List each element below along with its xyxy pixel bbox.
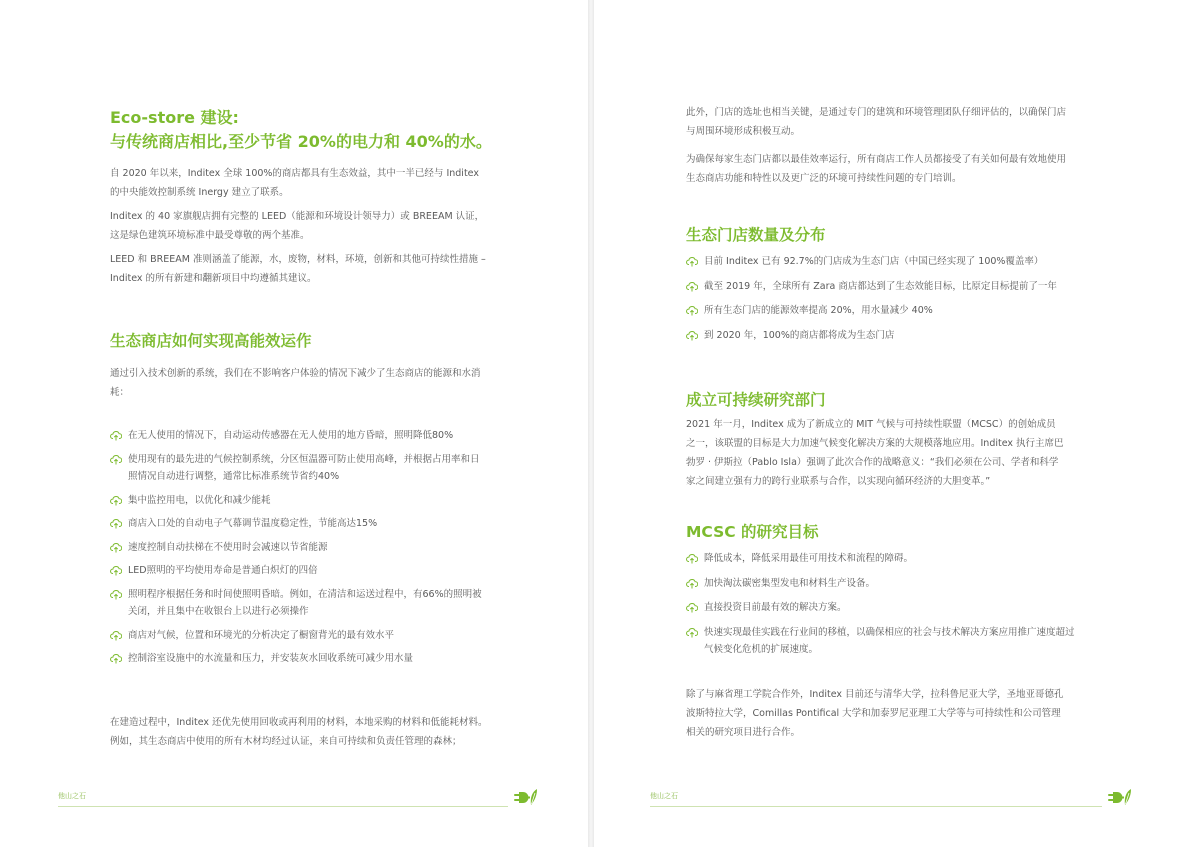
list-item bbox=[686, 327, 1076, 345]
list-item bbox=[110, 650, 482, 668]
cloud-upload-icon bbox=[110, 518, 122, 529]
bullet-text: 目前 Inditex 已有 92.7%的门店成为生态门店（中国已经实现了 100%覆盖率） bbox=[704, 256, 1044, 267]
mcsc-bullet-list bbox=[686, 550, 1078, 659]
section-heading-mcsc bbox=[686, 521, 819, 543]
list-item bbox=[686, 599, 1078, 617]
intro-paragraph-1: 自 2020 年以来，Inditex 全球 100%的商店都具有生态效益，其中一半已经与 Inditex 的中央能效控制系统 Inergy 建立了联系。 bbox=[110, 168, 479, 198]
bullet-text: 直接投资目前最有效的解决方案。 bbox=[704, 602, 847, 613]
section-intro-paragraph: 通过引入技术创新的系统，我们在不影响客户体验的情况下减少了生态商店的能源和水消耗： bbox=[110, 368, 481, 398]
list-item bbox=[686, 302, 1076, 320]
bullet-text: 商店对气候，位置和环境光的分析决定了橱窗背光的最有效水平 bbox=[128, 629, 395, 641]
cloud-upload-icon bbox=[686, 627, 698, 638]
cloud-upload-icon bbox=[686, 602, 698, 613]
research-paragraph: 2021 年一月，Inditex 成为了新成立的 MIT 气候与可持续性联盟（MCSC）的创始成员之一，该联盟的目标是大力加速气候变化解决方案的大规模落地应用。Inditex 执行主席巴勃罗 · 伊斯拉（Pablo Isla）强调了此次合作的战略意义：“我们必须在公司、学者和科学家之间建立强有力的跨行业联系与合作，以实现向循环经济的大胆变革。” bbox=[686, 419, 1064, 487]
section-title: 成立可持续研究部门 bbox=[686, 391, 826, 409]
list-item bbox=[686, 624, 1078, 659]
list-item bbox=[110, 586, 482, 621]
footer-label: 他山之石 bbox=[650, 792, 678, 800]
footer-label: 他山之石 bbox=[58, 792, 86, 800]
cloud-upload-icon bbox=[110, 542, 122, 553]
cloud-upload-icon bbox=[110, 653, 122, 664]
bullet-text: 在无人使用的情况下，自动运动传感器在无人使用的地方昏暗，照明降低80% bbox=[128, 430, 454, 441]
cloud-upload-icon bbox=[686, 553, 698, 564]
list-item bbox=[110, 427, 482, 445]
list-item bbox=[686, 575, 1078, 593]
list-item bbox=[686, 550, 1078, 568]
list-item bbox=[110, 492, 482, 510]
title-line-1: Eco-store 建设: bbox=[110, 108, 239, 127]
cloud-upload-icon bbox=[686, 256, 698, 267]
section-title: 生态商店如何实现高能效运作 bbox=[110, 332, 312, 350]
cloud-upload-icon bbox=[110, 495, 122, 506]
list-item bbox=[110, 515, 482, 533]
section-heading-distribution bbox=[686, 224, 826, 246]
page-title bbox=[110, 106, 530, 154]
closing-paragraph: 除了与麻省理工学院合作外，Inditex 目前还与清华大学，拉科鲁尼亚大学，圣地亚哥德孔波斯特拉大学，Comillas Pontifical 大学和加泰罗尼亚理工大学等与可持续性和公司管理相关的研究项目进行合作。 bbox=[686, 689, 1064, 738]
bullet-text: 降低成本，降低采用最佳可用技术和流程的障碍。 bbox=[704, 553, 914, 564]
list-item bbox=[110, 539, 482, 557]
section-title: 生态门店数量及分布 bbox=[686, 226, 826, 244]
cloud-upload-icon bbox=[110, 589, 122, 600]
footer-divider bbox=[650, 806, 1102, 807]
bullet-text: LED照明的平均使用寿命是普通白炽灯的四倍 bbox=[128, 565, 318, 576]
bullet-text: 照明程序根据任务和时间使照明昏暗。例如，在清洁和运送过程中，有66%的照明被关闭，并且集中在收银台上以进行必须操作 bbox=[128, 588, 482, 617]
list-item bbox=[110, 562, 482, 580]
bullet-text: 速度控制自动扶梯在不使用时会减速以节省能源 bbox=[128, 541, 328, 553]
title-line-2: 与传统商店相比,至少节省 20%的电力和 40%的水。 bbox=[110, 132, 492, 151]
top-paragraph-1: 此外，门店的选址也相当关键，是通过专门的建筑和环境管理团队仔细评估的，以确保门店与周围环境形成积极互动。 bbox=[686, 107, 1067, 137]
cloud-upload-icon bbox=[686, 305, 698, 316]
bullet-text: 集中监控用电，以优化和减少能耗 bbox=[128, 494, 271, 506]
bullet-text: 控制浴室设施中的水流量和压力，并安装灰水回收系统可减少用水量 bbox=[128, 653, 414, 664]
cloud-upload-icon bbox=[686, 330, 698, 341]
distribution-bullet-list bbox=[686, 253, 1076, 344]
closing-paragraph: 在建造过程中，Inditex 还优先使用回收或再利用的材料，本地采购的材料和低能耗材料。例如，其生态商店中使用的所有木材均经过认证，来自可持续和负责任管理的森林； bbox=[110, 717, 488, 747]
cloud-upload-icon bbox=[110, 454, 122, 465]
closing-section bbox=[110, 713, 490, 751]
bullet-text: 加快淘汰碳密集型发电和材料生产设备。 bbox=[704, 577, 876, 589]
list-item bbox=[686, 278, 1076, 296]
top-paragraph-2: 为确保每家生态门店都以最佳效率运行，所有商店工作人员都接受了有关如何最有效地使用生态商店功能和特性以及更广泛的环境可持续性问题的专门培训。 bbox=[686, 154, 1067, 184]
bullet-text: 使用现有的最先进的气候控制系统，分区恒温器可防止使用高峰，并根据占用率和日照情况自动进行调整，通常比标准系统节省约40% bbox=[128, 453, 480, 482]
list-item bbox=[110, 451, 482, 486]
intro-section bbox=[110, 164, 488, 288]
list-item bbox=[686, 253, 1076, 271]
bullet-text: 商店入口处的自动电子气幕调节温度稳定性，节能高达15% bbox=[128, 518, 378, 529]
intro-paragraph-3: LEED 和 BREEAM 准则涵盖了能源，水，废物，材料，环境，创新和其他可持续性措施 –Inditex 的所有新建和翻新项目中均遵循其建议。 bbox=[110, 254, 486, 284]
bullet-text: 到 2020 年，100%的商店都将成为生态门店 bbox=[704, 329, 895, 341]
list-item bbox=[110, 627, 482, 645]
intro-paragraph-2: Inditex 的 40 家旗舰店拥有完整的 LEED（能源和环境设计领导力）或 BREEAM 认证，这是绿色建筑环境标准中最受尊敬的两个基准。 bbox=[110, 211, 485, 241]
section-heading-research bbox=[686, 389, 826, 411]
footer-divider bbox=[58, 806, 508, 807]
section-heading bbox=[110, 330, 312, 352]
research-section bbox=[686, 415, 1064, 491]
cloud-upload-icon bbox=[686, 281, 698, 292]
plug-leaf-icon bbox=[1106, 786, 1132, 808]
cloud-upload-icon bbox=[110, 565, 122, 576]
cloud-upload-icon bbox=[110, 630, 122, 641]
cloud-upload-icon bbox=[686, 578, 698, 589]
top-section bbox=[686, 103, 1066, 188]
efficiency-bullet-list bbox=[110, 427, 482, 668]
section-title: MCSC 的研究目标 bbox=[686, 523, 819, 541]
plug-leaf-icon bbox=[512, 786, 538, 808]
closing-section bbox=[686, 685, 1064, 742]
bullet-text: 所有生态门店的能源效率提高 20%，用水量减少 40% bbox=[704, 305, 933, 316]
right-page bbox=[594, 0, 1184, 847]
bullet-text: 快速实现最佳实践在行业间的移植，以确保相应的社会与技术解决方案应用推广速度超过气候变化危机的扩展速度。 bbox=[704, 626, 1075, 655]
left-page bbox=[0, 0, 588, 847]
bullet-text: 截至 2019 年，全球所有 Zara 商店都达到了生态效能目标，比原定目标提前了一年 bbox=[704, 280, 1057, 292]
section-intro bbox=[110, 364, 482, 402]
cloud-upload-icon bbox=[110, 430, 122, 441]
